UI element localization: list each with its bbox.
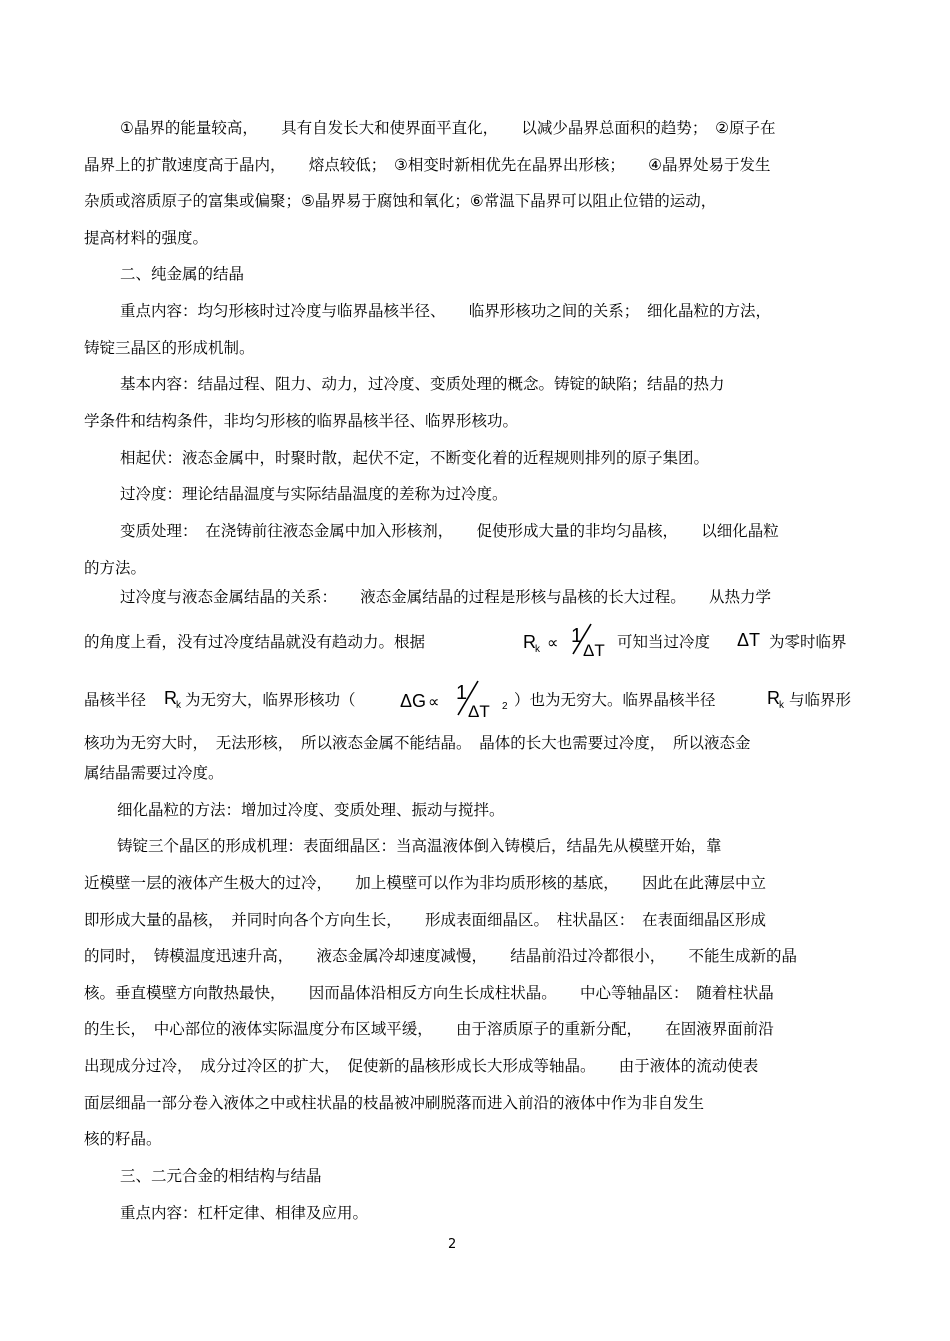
text-line: 过冷度与液态金属结晶的关系： 液态金属结晶的过程是形核与晶核的长大过程。 从热力学: [120, 588, 772, 606]
text-line: 重点内容：杠杆定律、相律及应用。: [120, 1204, 369, 1222]
formula-numerator: 1: [456, 682, 468, 704]
text-line: 的角度上看，没有过冷度结晶就没有趋动力。根据: [84, 633, 426, 651]
text-line: 即形成大量的晶核， 并同时向各个方向生长， 形成表面细晶区。 柱状晶区： 在表面细晶区形成: [84, 911, 767, 929]
formula-delta-t: ΔT: [468, 702, 490, 721]
formula-symbol-r: R: [523, 632, 536, 652]
text-line: 提高材料的强度。: [84, 229, 209, 247]
formula-symbol-r: R: [767, 688, 780, 708]
page-number: 2: [448, 1237, 457, 1252]
text-line: 基本内容：结晶过程、阻力、动力，过冷度、变质处理的概念。铸锭的缺陷；结晶的热力: [120, 375, 725, 393]
formula-subscript-k: k: [779, 700, 784, 711]
text-line: 相起伏：液态金属中，时聚时散，起伏不定，不断变化着的近程规则排列的原子集团。: [120, 449, 710, 467]
formula-exponent: 2: [502, 701, 508, 712]
text-line: 学条件和结构条件，非均匀形核的临界晶核半径、临界形核功。: [84, 412, 519, 430]
text-line: 的同时， 铸模温度迅速升高， 液态金属冷却速度减慢， 结晶前沿过冷都很小， 不能生成新的晶: [84, 947, 798, 965]
formula-delta-t-inline: [735, 626, 767, 652]
text-line: 出现成分过冷， 成分过冷区的扩大， 促使新的晶核形成长大形成等轴晶。 由于液体的流动使表: [84, 1057, 759, 1075]
text-line: 细化晶粒的方法：增加过冷度、变质处理、振动与搅拌。: [117, 801, 505, 819]
formula-subscript-k: k: [176, 700, 181, 711]
section-heading: 三、二元合金的相结构与结晶: [120, 1167, 322, 1185]
text-line: 核功为无穷大时， 无法形核， 所以液态金属不能结晶。 晶体的长大也需要过冷度， 所以液态金: [84, 734, 751, 752]
text-line: ）也为无穷大。临界晶核半径: [514, 691, 716, 709]
text-line: 铸锭三晶区的形成机制。: [84, 339, 255, 357]
text-line: 与临界形: [789, 691, 852, 709]
text-line: 为零时临界: [769, 633, 847, 651]
text-line: 杂质或溶质原子的富集或偏聚；⑤晶界易于腐蚀和氧化；⑥常温下晶界可以阻止位错的运动，: [84, 192, 717, 210]
text-line: 属结晶需要过冷度。: [84, 764, 224, 782]
text-line: ①晶界的能量较高， 具有自发长大和使界面平直化， 以减少晶界总面积的趋势； ②原子在: [120, 119, 776, 137]
text-line: 近模壁一层的液体产生极大的过冷， 加上模壁可以作为非均质形核的基底， 因此在此薄层中立: [84, 874, 767, 892]
text-line: 晶界上的扩散速度高于晶内， 熔点较低； ③相变时新相优先在晶界出形核； ④晶界处易于发生: [84, 156, 771, 174]
formula-proportional: ∝: [428, 694, 440, 711]
text-line: 为无穷大，临界形核功（: [185, 691, 356, 709]
formula-rk-proportional: [521, 620, 617, 660]
text-line: 变质处理： 在浇铸前往液态金属中加入形核剂， 促使形成大量的非均匀晶核， 以细化晶粒: [120, 522, 779, 540]
text-line: 面层细晶一部分卷入液体之中或柱状晶的枝晶被冲刷脱落而进入前沿的液体中作为非自发生: [84, 1094, 705, 1112]
formula-delta-g-proportional: [398, 679, 528, 721]
formula-symbol-r: R: [164, 688, 177, 708]
formula-rk-inline: [163, 684, 187, 712]
formula-proportional: ∝: [547, 635, 559, 652]
formula-delta-t: ΔT: [583, 641, 605, 660]
formula-delta-t: ΔT: [737, 630, 761, 650]
text-line: 重点内容：均匀形核时过冷度与临界晶核半径、 临界形核功之间的关系； 细化晶粒的方法，: [120, 302, 772, 320]
text-line: 铸锭三个晶区的形成机理：表面细晶区：当高温液体倒入铸模后，结晶先从模壁开始，靠: [117, 837, 722, 855]
text-line: 核的籽晶。: [84, 1130, 162, 1148]
formula-numerator: 1: [571, 625, 583, 647]
text-line: 过冷度：理论结晶温度与实际结晶温度的差称为过冷度。: [120, 485, 508, 503]
formula-subscript-k: k: [535, 644, 540, 655]
text-line: 核。垂直模壁方向散热最快， 因而晶体沿相反方向生长成柱状晶。 中心等轴晶区： 随着柱状晶: [84, 984, 774, 1002]
text-line: 晶核半径: [84, 691, 147, 709]
text-line: 的生长， 中心部位的液体实际温度分布区域平缓， 由于溶质原子的重新分配， 在固液界面前沿: [84, 1020, 774, 1038]
formula-rk-inline: [766, 684, 790, 712]
section-heading: 二、纯金属的结晶: [120, 265, 245, 283]
text-line: 的方法。: [84, 559, 147, 577]
text-line: 可知当过冷度: [617, 633, 711, 651]
formula-delta-g: ΔG: [400, 691, 427, 711]
